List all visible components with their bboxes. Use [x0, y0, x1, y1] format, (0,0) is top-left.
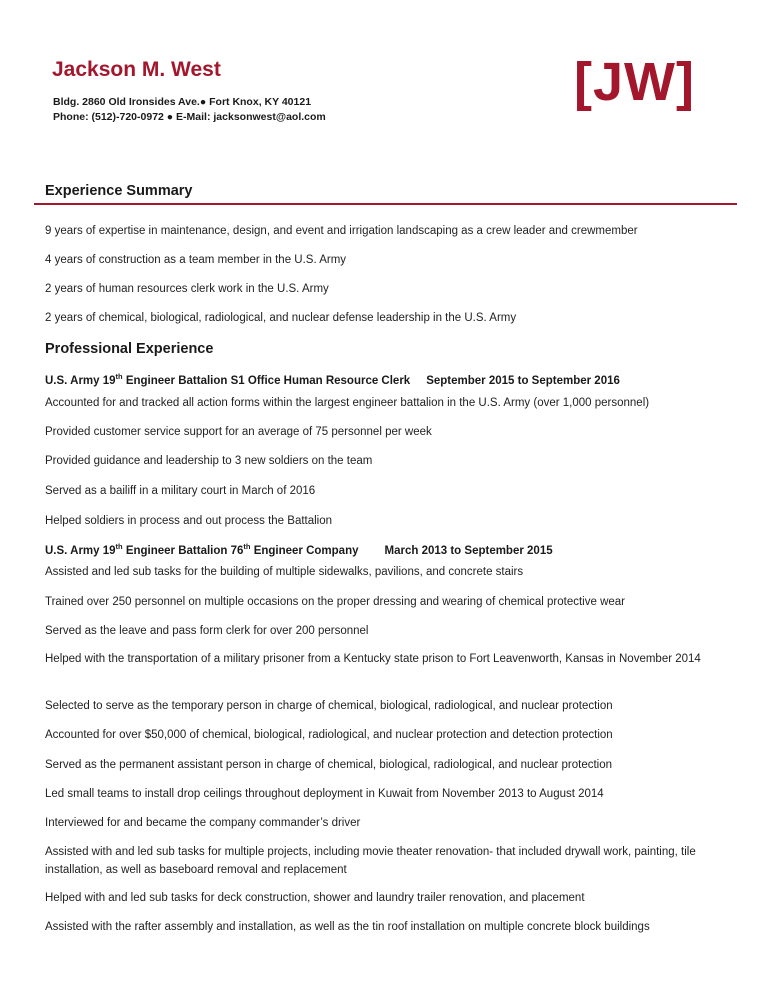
job-bullet: Provided customer service support for an average of 75 personnel per week: [45, 426, 432, 438]
summary-item: 2 years of human resources clerk work in the U.S. Army: [45, 283, 329, 295]
job-bullet: Selected to serve as the temporary person in charge of chemical, biological, radiological, and nuclear protection: [45, 700, 613, 712]
job-bullet: Helped with the transportation of a military prisoner from a Kentucky state prison to Fort Leavenworth, Kansas in November 2014: [45, 653, 701, 665]
job-dates: September 2015 to September 2016: [426, 374, 620, 387]
job-bullet: Interviewed for and became the company commander’s driver: [45, 817, 361, 829]
job-bullet: Served as the permanent assistant person in charge of chemical, biological, radiological, and nuclear protection: [45, 759, 613, 771]
job-bullet: Assisted and led sub tasks for the building of multiple sidewalks, pavilions, and concrete stairs: [45, 566, 524, 578]
phone-email-line: Phone: (512)-720-0972 ● E-Mail: jacksonwest@aol.com: [53, 111, 326, 123]
job-bullet: Assisted with the rafter assembly and installation, as well as the tin roof installation on multiple concrete block buildings: [45, 921, 650, 933]
job-title-engineer-company: U.S. Army 19th Engineer Battalion 76th Engineer Company March 2013 to September 2015: [45, 542, 553, 557]
job-bullet: Accounted for and tracked all action forms within the largest engineer battalion in the U.S. Army (over 1,000 personnel): [45, 397, 650, 409]
job-bullet: Served as a bailiff in a military court in March of 2016: [45, 485, 316, 497]
job-bullet: Helped with and led sub tasks for deck construction, shower and laundry trailer renovation, and placement: [45, 892, 585, 904]
summary-item: 9 years of expertise in maintenance, design, and event and irrigation landscaping as a crew leader and crewmember: [45, 225, 638, 237]
candidate-name: Jackson M. West: [52, 58, 221, 81]
professional-experience-heading: Professional Experience: [45, 341, 214, 357]
job-bullet: Provided guidance and leadership to 3 new soldiers on the team: [45, 455, 373, 467]
monogram-logo: [JW]: [574, 52, 695, 112]
job-bullet: Helped soldiers in process and out process the Battalion: [45, 515, 333, 527]
summary-item: 4 years of construction as a team member in the U.S. Army: [45, 254, 347, 266]
job-bullet: Led small teams to install drop ceilings throughout deployment in Kuwait from November 2013 to August 2014: [45, 788, 604, 800]
job-dates: March 2013 to September 2015: [384, 544, 553, 557]
experience-summary-heading: Experience Summary: [45, 183, 193, 199]
job-bullet: Trained over 250 personnel on multiple occasions on the proper dressing and wearing of chemical protective wear: [45, 596, 626, 608]
job-bullet: Served as the leave and pass form clerk for over 200 personnel: [45, 625, 369, 637]
job-bullet: Accounted for over $50,000 of chemical, biological, radiological, and nuclear protection and detection protection: [45, 729, 613, 741]
address-line: Bldg. 2860 Old Ironsides Ave.● Fort Knox, KY 40121: [53, 96, 312, 108]
section-divider: [34, 203, 737, 205]
job-title-hr-clerk: U.S. Army 19th Engineer Battalion S1 Office Human Resource Clerk September 2015 to September 2016: [45, 372, 620, 387]
job-bullet: Assisted with and led sub tasks for multiple projects, including movie theater renovation- that included drywall work, painting, tile installation, as well as baseboard removal and replacement: [45, 846, 696, 876]
summary-item: 2 years of chemical, biological, radiological, and nuclear defense leadership in the U.S. Army: [45, 312, 517, 324]
